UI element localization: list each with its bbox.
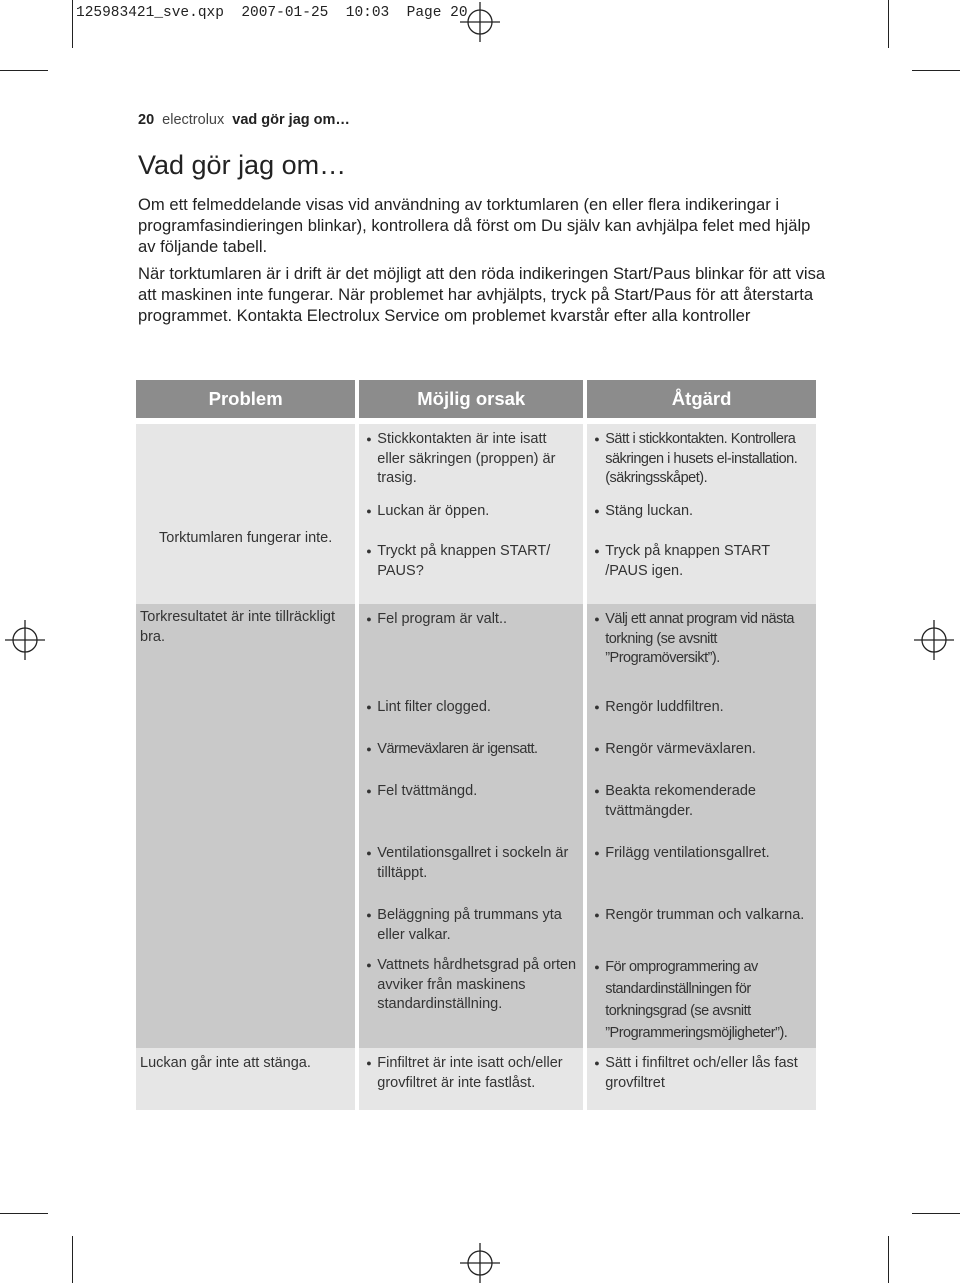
column-header-problem: Problem <box>136 380 355 418</box>
table-row <box>136 604 816 692</box>
cause-item: ● Fel tvättmängd. <box>367 782 577 802</box>
brand-name: electrolux <box>162 112 225 128</box>
crop-mark <box>888 1236 889 1283</box>
cause-item: ● Finfiltret är inte isatt och/eller grovfiltret är inte fastlåst. <box>367 1054 577 1093</box>
registration-mark-icon <box>5 620 45 660</box>
crop-mark <box>0 1213 48 1214</box>
troubleshooting-table <box>132 380 820 1110</box>
table-group <box>136 424 816 604</box>
cause-item: ● Vattnets hårdhetsgrad på orten avviker från maskinens standardinställning. <box>367 956 577 1015</box>
section-title: vad gör jag om… <box>232 112 350 128</box>
table-group <box>136 1048 816 1110</box>
page-number: 20 <box>138 112 155 128</box>
table-row <box>136 1048 816 1110</box>
action-item: ● Rengör trumman och valkarna. <box>595 906 810 926</box>
column-header-action: Åtgärd <box>587 380 816 418</box>
registration-mark-icon <box>460 1243 500 1283</box>
action-item: ● Tryck på knappen START /PAUS igen. <box>595 542 810 581</box>
cause-item: ● Stickkontakten är inte isatt eller säkringen (proppen) är trasig. <box>367 430 577 489</box>
cause-item: ● Luckan är öppen. <box>367 502 577 522</box>
print-slug: 125983421_sve.qxp 2007-01-25 10:03 Page 20 <box>76 5 468 21</box>
cause-item: ● Beläggning på trummans yta eller valkar. <box>367 906 577 945</box>
table-row <box>136 424 816 496</box>
action-item: ● Stäng luckan. <box>595 502 810 522</box>
problem-cell: Luckan går inte att stänga. <box>136 1048 355 1110</box>
cause-item: ● Fel program är valt.. <box>367 610 577 630</box>
action-item: ● Beakta rekomenderade tvättmängder. <box>595 782 810 821</box>
cause-item: ● Tryckt på knappen START/ PAUS? <box>367 542 577 581</box>
crop-mark <box>888 0 889 48</box>
cause-item: ● Värmeväxlaren är igensatt. <box>367 740 577 760</box>
running-header <box>138 112 350 128</box>
cause-item: ● Ventilationsgallret i sockeln är tilltäppt. <box>367 844 577 883</box>
crop-mark <box>72 1236 73 1283</box>
intro-paragraph: Om ett felmeddelande visas vid användning av torktumlaren (en eller flera indikeringar i programfasindieringen blinkar), kontrollera då först om Du själv kan avhjälpa felet med hjälp av följande tabell. <box>138 195 811 256</box>
action-item: ● För omprogrammering av standardinställningen för torkningsgrad (se avsnitt ”Programmeringsmöjligheter”). <box>595 956 810 1044</box>
crop-mark <box>912 1213 960 1214</box>
table-group <box>136 604 816 1048</box>
action-item: ● Frilägg ventilationsgallret. <box>595 844 810 864</box>
action-item: ● Sätt i finfiltret och/eller lås fast grovfiltret <box>595 1054 810 1093</box>
crop-mark <box>912 70 960 71</box>
crop-mark <box>0 70 48 71</box>
column-header-cause: Möjlig orsak <box>359 380 583 418</box>
table-header-row <box>136 380 816 418</box>
problem-cell: Torktumlaren fungerar inte. <box>136 424 355 604</box>
problem-cell: Torkresultatet är inte tillräckligt bra. <box>136 604 355 1048</box>
registration-mark-icon <box>914 620 954 660</box>
crop-mark <box>72 0 73 48</box>
page-title: Vad gör jag om… <box>138 150 347 180</box>
action-item: ● Rengör värmeväxlaren. <box>595 740 810 760</box>
cause-item: ● Lint filter clogged. <box>367 698 577 718</box>
action-item: ● Rengör luddfiltren. <box>595 698 810 718</box>
action-item: ● Sätt i stickkontakten. Kontrollera säkringen i husets el-installation.(säkringsskåpet). <box>595 430 810 489</box>
intro-paragraph: När torktumlaren är i drift är det möjligt att den röda indikeringen Start/Paus blinkar för att visa att maskinen inte fungerar. När problemet har avhjälpts, tryck på Start/Paus för att återstarta programmet. Kontakta Electrolux Service om problemet kvarstår efter alla kontroller <box>138 264 826 325</box>
action-item: ● Välj ett annat program vid nästa torkning (se avsnitt ”Programöversikt”). <box>595 610 810 669</box>
